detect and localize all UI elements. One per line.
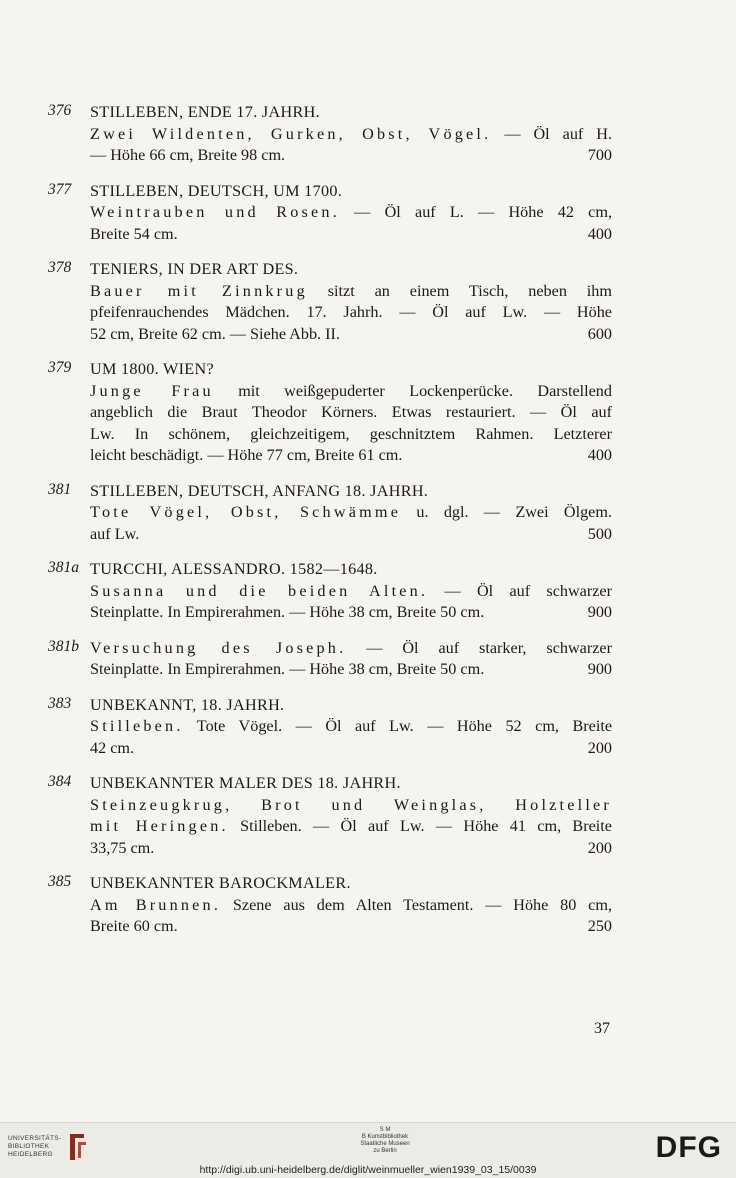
entry-number: 385 — [48, 873, 72, 890]
catalog-entry — [48, 181, 612, 246]
entry-title: Weintrauben und Rosen. — [90, 203, 340, 221]
center-line: S M — [379, 1127, 391, 1133]
entry-line — [48, 895, 612, 917]
entry-heading: TURCCHI, ALESSANDRO. 1582—1648. — [90, 560, 378, 578]
center-line: zu Berlin — [373, 1148, 397, 1154]
entry-text: Steinplatte. In Empirerahmen. — Höhe 38 cm, Breite 50 cm. — [90, 660, 485, 678]
entry-title: Junge Frau — [90, 381, 214, 400]
library-line: HEIDELBERG — [8, 1151, 53, 1158]
entry-text: — Höhe 66 cm, Breite 98 cm. — [90, 146, 286, 164]
entry-line — [48, 524, 612, 546]
entry-text: leicht beschädigt. — Höhe 77 cm, Breite 61 cm. — [90, 446, 403, 464]
entry-text: Steinplatte. In Empirerahmen. — Höhe 38 cm, Breite 50 cm. — [90, 603, 485, 621]
footer-bar — [0, 1122, 736, 1178]
entry-line — [48, 202, 612, 224]
entry-number: 383 — [48, 694, 72, 712]
entry-title: Bauer mit Zinnkrug — [90, 281, 308, 300]
entry-title: Stilleben. — [90, 717, 184, 735]
entry-heading: UNBEKANNTER BAROCKMALER. — [90, 874, 351, 892]
entry-title: Steinzeugkrug, Brot und Weinglas, Holzteller — [90, 795, 612, 814]
entry-line — [48, 738, 612, 760]
entry-text: 33,75 cm. — [90, 838, 155, 857]
entry-line — [48, 502, 612, 524]
entry-number: 377 — [48, 180, 72, 198]
entry-price: 200 — [587, 738, 612, 757]
entry-number: 378 — [48, 259, 72, 276]
catalog-entry — [48, 873, 612, 938]
entry-price: 700 — [587, 146, 612, 164]
entry-title: Versuchung des Joseph. — [90, 638, 347, 657]
catalog-entry — [48, 259, 612, 345]
entry-text: 52 cm, Breite 62 cm. — Siehe Abb. II. — [90, 324, 340, 343]
entry-text: — Öl auf L. — Höhe 42 cm, — [339, 203, 612, 221]
entry-text: Stilleben. — Öl auf Lw. — Höhe 41 cm, Breite — [228, 817, 612, 835]
entry-text: u. dgl. — Zwei Ölgem. — [401, 503, 612, 521]
entry-heading: UNBEKANNTER MALER DES 18. JAHRH. — [90, 774, 401, 792]
entry-line — [48, 795, 612, 817]
entry-line — [48, 838, 612, 860]
entry-price: 500 — [587, 524, 612, 543]
entry-title: Susanna und die beiden Alten. — [90, 581, 429, 600]
entry-line — [48, 424, 612, 446]
entry-line — [48, 659, 612, 681]
center-line: B Kunstbibliothek — [361, 1134, 409, 1140]
entry-price: 400 — [587, 224, 612, 243]
entry-title: Zwei Wildenten, Gurken, Obst, Vögel. — [90, 124, 492, 143]
entry-line — [48, 324, 612, 346]
entry-text: — Öl auf starker, schwarzer — [346, 638, 612, 657]
entry-title: Tote Vögel, Obst, Schwämme — [90, 503, 402, 521]
entry-heading: STILLEBEN, DEUTSCH, ANFANG 18. JAHRH. — [90, 481, 429, 500]
entry-line — [48, 224, 612, 246]
dfg-logo[interactable]: DFG — [655, 1131, 722, 1164]
catalog-entry — [48, 638, 612, 681]
entry-price: 200 — [587, 838, 612, 857]
entry-text: angeblich die Braut Theodor Körners. Etwas restauriert. — Öl auf — [90, 403, 612, 421]
entry-line — [48, 816, 612, 838]
entry-text: sitzt an einem Tisch, neben ihm — [307, 281, 612, 300]
entry-text: auf Lw. — [90, 524, 140, 543]
entry-line — [48, 602, 612, 624]
entry-line — [48, 581, 612, 603]
kunstbibliothek-logo[interactable] — [340, 1127, 430, 1155]
entry-price: 900 — [587, 603, 612, 621]
entry-heading: UM 1800. WIEN? — [90, 360, 214, 378]
entry-line — [48, 716, 612, 738]
entry-number: 381 — [48, 480, 72, 498]
entry-text: pfeifenrauchendes Mädchen. 17. Jahrh. — Öl auf Lw. — Höhe — [90, 303, 612, 321]
entry-price: 400 — [587, 446, 612, 464]
page-number: 37 — [594, 1020, 610, 1037]
university-library-logo[interactable] — [8, 1135, 68, 1159]
entry-line — [48, 302, 612, 324]
entry-text: mit weißgepuderter Lockenperücke. Darstellend — [213, 381, 612, 400]
entry-number: 381a — [48, 559, 79, 576]
entry-price: 600 — [587, 324, 612, 343]
library-line: UNIVERSITÄTS- — [8, 1135, 62, 1142]
entry-price: 250 — [587, 917, 612, 935]
entry-line — [48, 381, 612, 403]
entry-text: — Öl auf H. — [491, 124, 612, 143]
entry-line — [48, 145, 612, 167]
entry-heading: UNBEKANNT, 18. JAHRH. — [90, 695, 285, 714]
entry-number: 381b — [48, 637, 79, 655]
entry-line — [48, 281, 612, 303]
catalog-entry — [48, 559, 612, 624]
entry-list — [48, 102, 612, 952]
entry-line — [48, 402, 612, 424]
entry-number: 379 — [48, 359, 72, 376]
entry-text: 42 cm. — [90, 738, 135, 757]
entry-price: 900 — [587, 660, 612, 678]
entry-line — [48, 124, 612, 146]
entry-line — [48, 445, 612, 467]
entry-text: Szene aus dem Alten Testament. — Höhe 80 cm, — [221, 895, 612, 914]
source-url[interactable]: http://digi.ub.uni-heidelberg.de/diglit/weinmueller_wien1939_03_15/0039 — [199, 1164, 537, 1176]
library-line: BIBLIOTHEK — [8, 1143, 50, 1150]
library-emblem-icon — [66, 1132, 88, 1162]
catalog-entry — [48, 481, 612, 546]
entry-line — [48, 916, 612, 938]
entry-text: Lw. In schönem, gleichzeitigem, geschnitztem Rahmen. Letzterer — [90, 424, 612, 443]
catalog-entry — [48, 773, 612, 859]
center-line: Staatliche Museen — [360, 1141, 410, 1147]
entry-heading: STILLEBEN, ENDE 17. JAHRH. — [90, 103, 320, 121]
entry-text: Breite 54 cm. — [90, 224, 178, 243]
entry-text: — Öl auf schwarzer — [428, 581, 612, 600]
entry-line — [48, 638, 612, 660]
entry-text: Breite 60 cm. — [90, 917, 178, 935]
entry-heading: STILLEBEN, DEUTSCH, UM 1700. — [90, 181, 343, 200]
entry-heading: TENIERS, IN DER ART DES. — [90, 260, 299, 278]
catalog-entry — [48, 359, 612, 467]
catalog-entry — [48, 695, 612, 760]
catalog-entry — [48, 102, 612, 167]
entry-number: 376 — [48, 102, 72, 119]
entry-title: Am Brunnen. — [90, 895, 222, 914]
entry-number: 384 — [48, 773, 72, 790]
entry-text: Tote Vögel. — Öl auf Lw. — Höhe 52 cm, Breite — [183, 717, 612, 735]
entry-title: mit Heringen. — [90, 817, 229, 835]
